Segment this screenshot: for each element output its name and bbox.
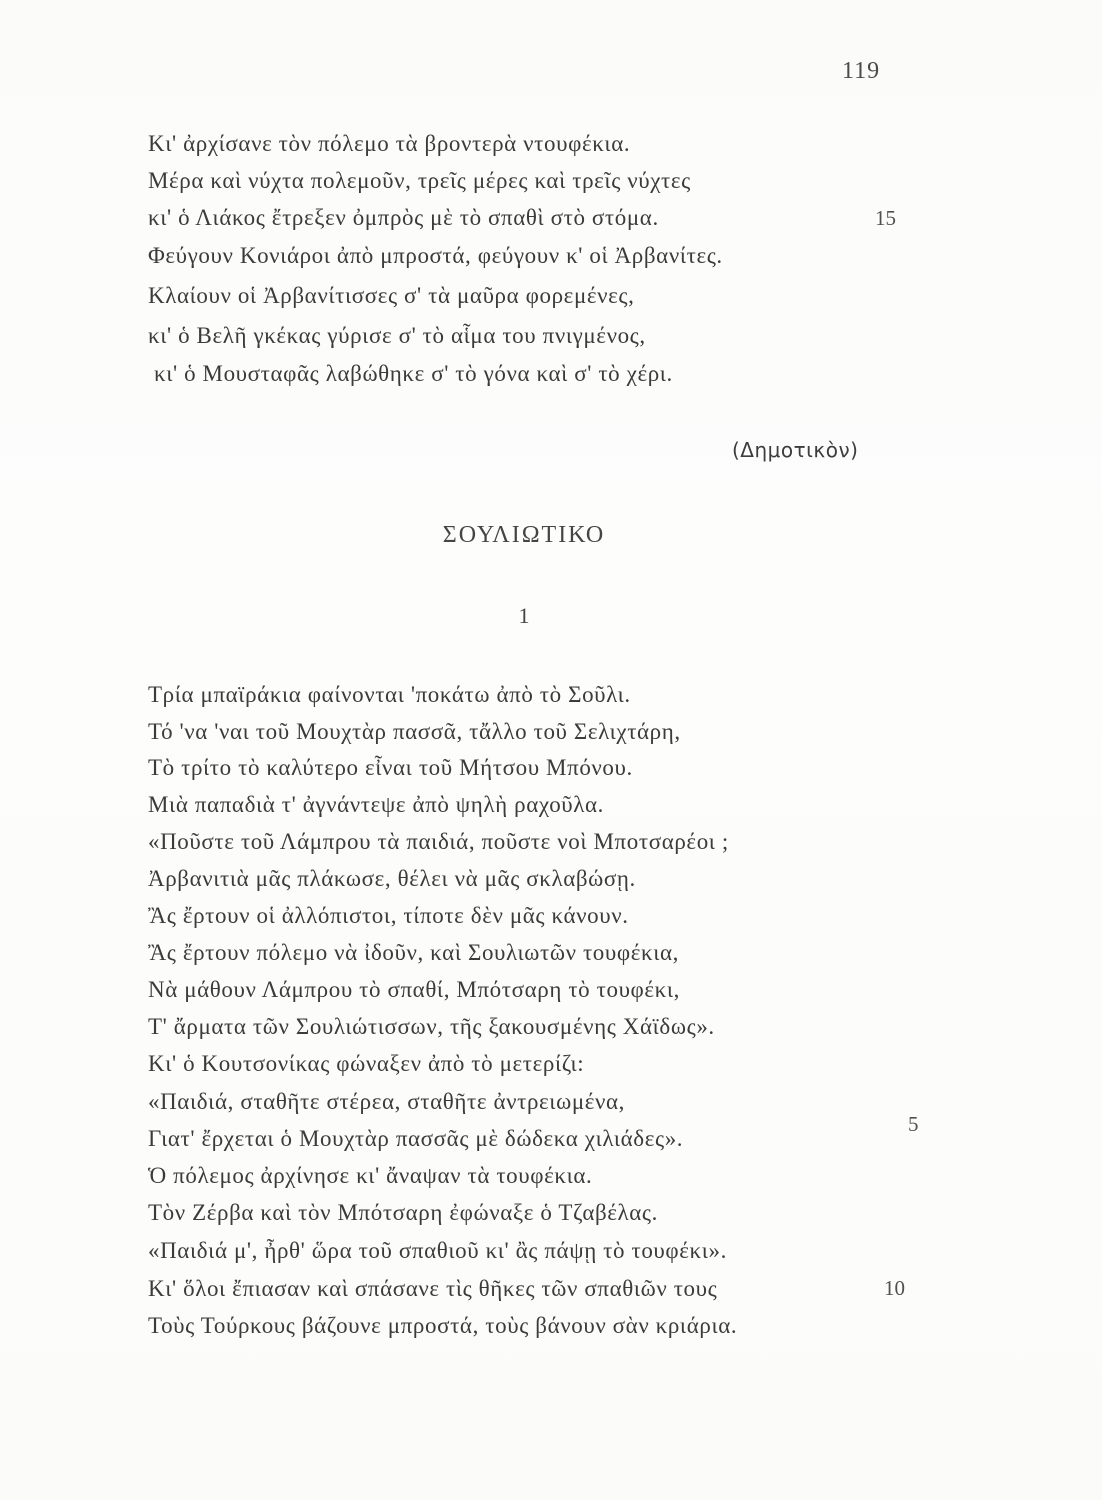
verse-line: Φεύγουν Κονιάροι ἀπὸ μπροστά, φεύγουν κ' οἱ Ἀρβανίτες.	[148, 243, 723, 268]
verse-line: κι' ὁ Λιάκος ἔτρεξεν ὀμπρὸς μὲ τὸ σπαθὶ στὸ στόμα.	[148, 205, 659, 230]
verse-line: Κλαίουν οἱ Ἀρβανίτισσες σ' τὰ μαῦρα φορεμένες,	[148, 283, 635, 308]
verse-line: «Παιδιά, σταθῆτε στέρεα, σταθῆτε ἀντρειωμένα,	[148, 1089, 626, 1114]
verse-line: Τρία μπαϊράκια φαίνονται 'ποκάτω ἀπὸ τὸ Σοῦλι.	[148, 682, 631, 707]
verse-line: Τ' ἄρματα τῶν Σουλιώτισσων, τῆς ξακουσμένης Χάϊδως».	[148, 1014, 715, 1039]
verse-line: Τὸ τρίτο τὸ καλύτερο εἶναι τοῦ Μήτσου Μπόνου.	[148, 755, 633, 780]
verse-line: Γιατ' ἔρχεται ὁ Μουχτὰρ πασσᾶς μὲ δώδεκα χιλιάδες».	[148, 1126, 684, 1151]
verse-line: Ἂς ἔρτουν πόλεμο νὰ ἰδοῦν, καὶ Σουλιωτῶν τουφέκια,	[148, 940, 680, 965]
poem-title: ΣΟΥΛΙΩΤΙΚΟ	[442, 522, 606, 548]
attribution: (Δημοτικὸν)	[732, 438, 859, 462]
verse-line: Ὁ πόλεμος ἀρχίνησε κι' ἄναψαν τὰ τουφέκια.	[148, 1163, 593, 1188]
verse-line: Νὰ μάθουν Λάμπρου τὸ σπαθί, Μπότσαρη τὸ τουφέκι,	[148, 977, 681, 1002]
verse-line: Τὸν Ζέρβα καὶ τὸν Μπότσαρη ἐφώναξε ὁ Τζαβέλας.	[148, 1200, 658, 1225]
verse-line: Τό 'να 'ναι τοῦ Μουχτὰρ πασσᾶ, τἄλλο τοῦ Σελιχτάρη,	[148, 719, 681, 744]
line-number: 5	[908, 1112, 919, 1136]
section-number: 1	[518, 603, 530, 628]
verse-line: Τοὺς Τούρκους βάζουνε μπροστά, τοὺς βάνουν σὰν κριάρια.	[148, 1313, 738, 1338]
page-number: 119	[842, 58, 881, 84]
verse-line: Κι' ὅλοι ἔπιασαν καὶ σπάσανε τὶς θῆκες τῶν σπαθιῶν τους	[148, 1276, 718, 1301]
line-number: 15	[875, 206, 896, 230]
verse-line: Κι' ὁ Κουτσονίκας φώναξεν ἀπὸ τὸ μετερίζι:	[148, 1051, 585, 1076]
verse-line: «Παιδιά μ', ἦρθ' ὥρα τοῦ σπαθιοῦ κι' ἂς πάψῃ τὸ τουφέκι».	[148, 1238, 727, 1263]
verse-line: κι' ὁ Μουσταφᾶς λαβώθηκε σ' τὸ γόνα καὶ σ' τὸ χέρι.	[154, 361, 673, 386]
verse-line: κι' ὁ Βελῆ γκέκας γύρισε σ' τὸ αἷμα του πνιγμένος,	[148, 323, 646, 348]
verse-line: «Ποῦστε τοῦ Λάμπρου τὰ παιδιά, ποῦστε νοὶ Μποτσαρέοι ;	[148, 829, 729, 854]
verse-line: Ἀρβανιτιὰ μᾶς πλάκωσε, θέλει νὰ μᾶς σκλαβώσῃ.	[148, 866, 636, 891]
line-number: 10	[884, 1276, 905, 1300]
verse-line: Ἂς ἔρτουν οἱ ἀλλόπιστοι, τίποτε δὲν μᾶς κάνουν.	[148, 903, 629, 928]
verse-line: Κι' ἀρχίσανε τὸν πόλεμο τὰ βροντερὰ ντουφέκια.	[148, 131, 631, 156]
verse-line: Μέρα καὶ νύχτα πολεμοῦν, τρεῖς μέρες καὶ τρεῖς νύχτες	[148, 168, 691, 193]
verse-line: Μιὰ παπαδιὰ τ' ἀγνάντεψε ἀπὸ ψηλὴ ραχοῦλα.	[148, 792, 605, 817]
